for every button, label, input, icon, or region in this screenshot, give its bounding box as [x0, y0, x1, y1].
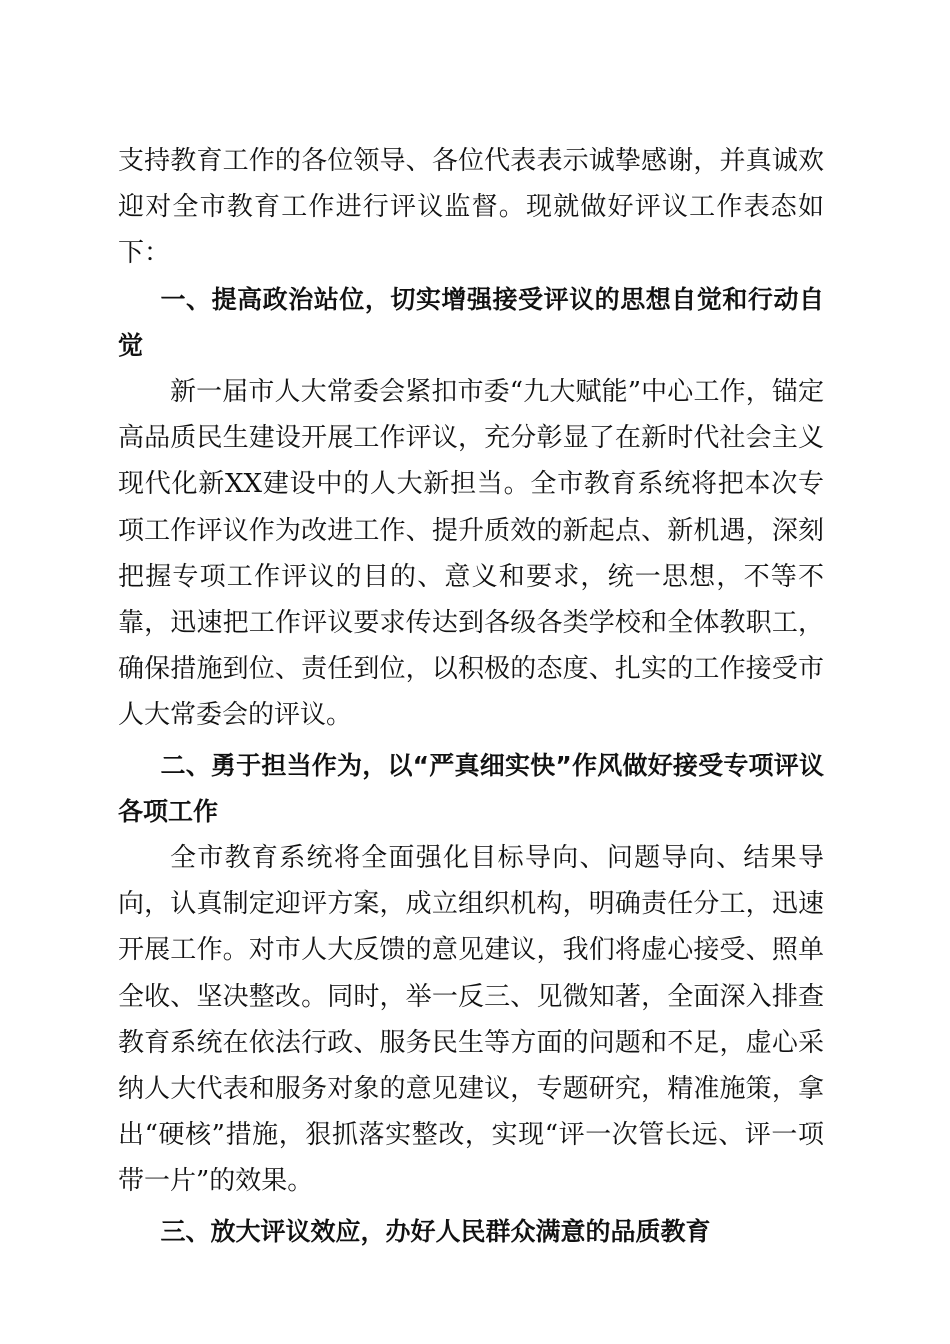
intro-paragraph: 支持教育工作的各位领导、各位代表表示诚挚感谢，并真诚欢迎对全市教育工作进行评议监督。现就做好评议工作表态如下：	[118, 146, 824, 269]
section-heading-1: 一、提高政治站位，切实增强接受评议的思想自觉和行动自觉	[118, 284, 824, 360]
document-body	[118, 138, 824, 1255]
section-heading-2: 二、勇于担当作为，以“严真细实快”作风做好接受专项评议各项工作	[118, 750, 824, 826]
section-heading-3: 三、放大评议效应，办好人民群众满意的品质教育	[160, 1216, 711, 1246]
section-paragraph-2: 全市教育系统将全面强化目标导向、问题导向、结果导向，认真制定迎评方案，成立组织机构，明确责任分工，迅速开展工作。对市人大反馈的意见建议，我们将虚心接受、照单全收、坚决整改。同时，举一反三、见微知著，全面深入排查教育系统在依法行政、服务民生等方面的问题和不足，虚心采纳人大代表和服务对象的意见建议，专题研究，精准施策，拿出“硬核”措施，狠抓落实整改，实现“评一次管长远、评一项带一片”的效果。	[118, 843, 824, 1197]
section-paragraph-1: 新一届市人大常委会紧扣市委“九大赋能”中心工作，锚定高品质民生建设开展工作评议，充分彰显了在新时代社会主义现代化新XX建设中的人大新担当。全市教育系统将把本次专项工作评议作为改进工作、提升质效的新起点、新机遇，深刻把握专项工作评议的目的、意义和要求，统一思想，不等不靠，迅速把工作评议要求传达到各级各类学校和全体教职工，确保措施到位、责任到位，以积极的态度、扎实的工作接受市人大常委会的评议。	[118, 377, 824, 731]
